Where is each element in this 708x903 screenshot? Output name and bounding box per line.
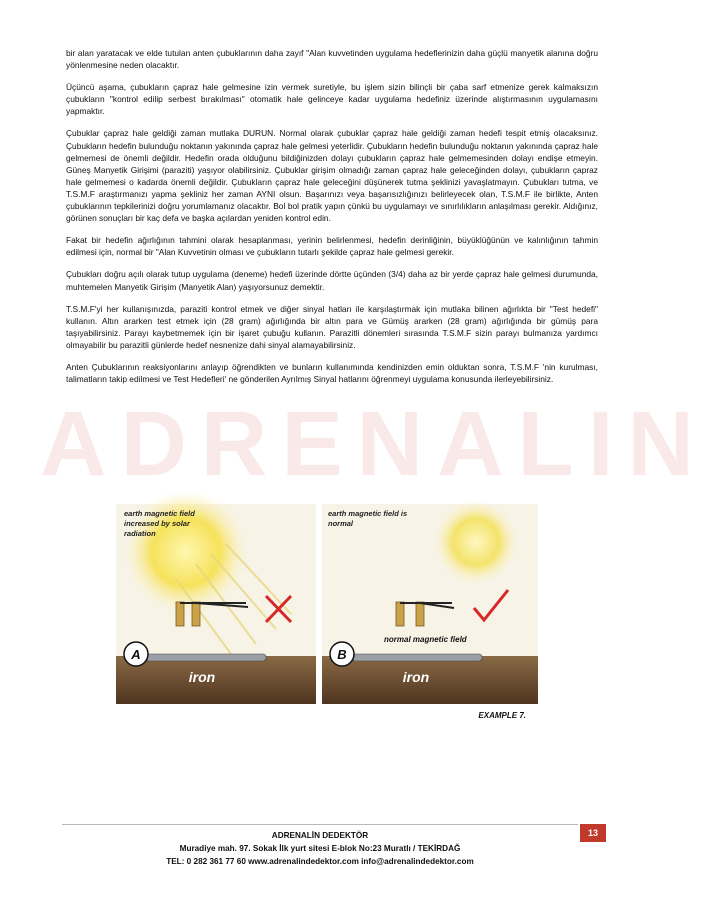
paragraph: Üçüncü aşama, çubukların çapraz hale gelmesine izin vermek suretiyle, bu işlem sizin bilinçli bir çaba sarf etmenize gerek kalmaksızın çubukların "kontrol edilip serbest bırakılması" otomatik hale gelinceye kadar uygulama hedefiniz üzerinde alıştırmasının uygulamasını yapmaktır. — [66, 82, 598, 117]
illustration-example-7 — [116, 504, 538, 722]
paragraph: Çubuklar çapraz hale geldiği zaman mutlaka DURUN. Normal olarak çubuklar çapraz hale geldiği zaman hedefi tespit etmiş olacaksınız. Çubukların hedefin bulunduğu noktanın yakınında çapraz hale gelmesi yeterlidir. Çubukların hedefin bulunduğu noktanın yakınında çapraz hale gelmemesi de önemli değildir. Hedefin orada olduğunu bildiğinizden dolayı çubukların çapraz hale gelmemesinden dolayı endişe etmeyin. Güneş Manyetik Girişimi (paraziti) yaşıyor olabilirsiniz. Çubuklar girişim olmadığı zaman çapraz hale geleceğinden dolayı, çubukların çapraz hale gelmemesi o kadarda önemli değildir. Çubukların çapraz hale geleceğini düşünerek tutma şeklinizi yavaşlatmayın. Çubukları tutma, ve T.S.M.F araştırmanızı yapma şekliniz her zaman AYNI olsun. Başarınızı veya başarısızlığınızı belirleyecek olan, T.S.M.F ile birlikte, Anten çubuklarının tepkilerinizi doğru yorumlamanız olacaktır. Bol bol pratik yapın çünkü bu uygulamayı ve sınırlılıkların anlaşılması gerekir. Aldığınız, görünen sonuçları bir kaç defa ve başka açılardan yeniden kontrol edin. — [66, 128, 598, 224]
middle-label: normal magnetic field — [384, 635, 467, 644]
sun-icon — [434, 500, 518, 584]
panel-a-letter: A — [131, 647, 141, 662]
left-label-line-2: increased by solar — [124, 519, 190, 528]
iron-label-b: iron — [402, 669, 430, 685]
footer-contact: TEL: 0 282 361 77 60 www.adrenalindedektor.com info@adrenalindedektor.com — [166, 857, 474, 866]
iron-label-a: iron — [188, 669, 216, 685]
watermark: ADRENALIN — [40, 393, 708, 495]
iron-bar-a — [146, 654, 266, 661]
paragraph: Çubukları doğru açılı olarak tutup uygulama (deneme) hedefi üzerinde dörtte üçünden (3/4) daha az bir yerde çapraz hale gelmesi durumunda, muhtemelen Manyetik Girişim (Manyetik Alan) yaşıyorsunuz demektir. — [66, 269, 598, 292]
right-label-line-2: normal — [328, 519, 354, 528]
paragraph: Anten Çubuklarının reaksiyonlarını anlayıp öğrendikten ve bunların kullanımında kendinizden emin olduktan sonra, T.S.M.F 'nin kurulması, talimatların takip edilmesi ve Test Hedefleri' ne gönderilen Ayrılmış Sinyal hatlarını öğrenmeyi uygulama konusunda ilerleyebilirsiniz. — [66, 361, 598, 385]
body-text — [66, 47, 598, 395]
footer-divider — [62, 824, 578, 825]
illustration-svg — [116, 504, 538, 722]
paragraph: Fakat bir hedefin ağırlığının tahmini olarak hesaplanması, yerinin belirlenmesi, hedefin derinliğinin, büyüklüğünün ve kalınlığının tahmin edilmesi için, normal bir "Alan Kuvvetinin olması ve çubukların tutarlı şekilde çapraz hale gelmesi gerekir. — [66, 235, 598, 258]
left-label-line-3: radiation — [124, 529, 156, 538]
iron-bar-b — [352, 654, 482, 661]
page-number: 13 — [580, 824, 606, 842]
footer — [62, 829, 578, 868]
paragraph: bir alan yaratacak ve elde tutulan anten çubuklarının daha zayıf "Alan kuvvetinden uygulama hedeflerinizin daha güçlü manyetik alanına doğru yönlenmesine neden olacaktır. — [66, 48, 598, 71]
soil-a — [116, 656, 316, 704]
figure-caption: EXAMPLE 7. — [478, 711, 526, 720]
left-label-line-1: earth magnetic field — [124, 509, 195, 518]
panel-a — [116, 490, 316, 704]
paragraph: T.S.M.F'yi her kullanışınızda, paraziti kontrol etmek ve diğer sinyal hatları ile karşılaştırmak için mutlaka bilinen ağırlıkta bir "Test hedefi" kullanın. Altın ararken test etmek için (28 gram) ağırlığında bir altın para ve Gümüş ararken (28 gram) ağırlığında bir gümüş para taşıyabilirsiniz. Parayı kaybetmemek için bir işaret çubuğu kullanın. Parazitli dönemleri sırasında T.S.M.F sizin parayı bulmanıza yardımcı olmayabilir bu parazitli günlerde hedef nesnenize dahi sinyal alamayabilirsiniz. — [66, 303, 598, 350]
panel-b-letter: B — [337, 647, 347, 662]
right-label-line-1: earth magnetic field is — [328, 509, 408, 518]
soil-b — [322, 656, 538, 704]
footer-address: Muradiye mah. 97. Sokak İlk yurt sitesi E-blok No:23 Muratlı / TEKİRDAĞ — [179, 844, 461, 853]
panel-b — [322, 500, 538, 704]
footer-company: ADRENALİN DEDEKTÖR — [271, 831, 369, 840]
